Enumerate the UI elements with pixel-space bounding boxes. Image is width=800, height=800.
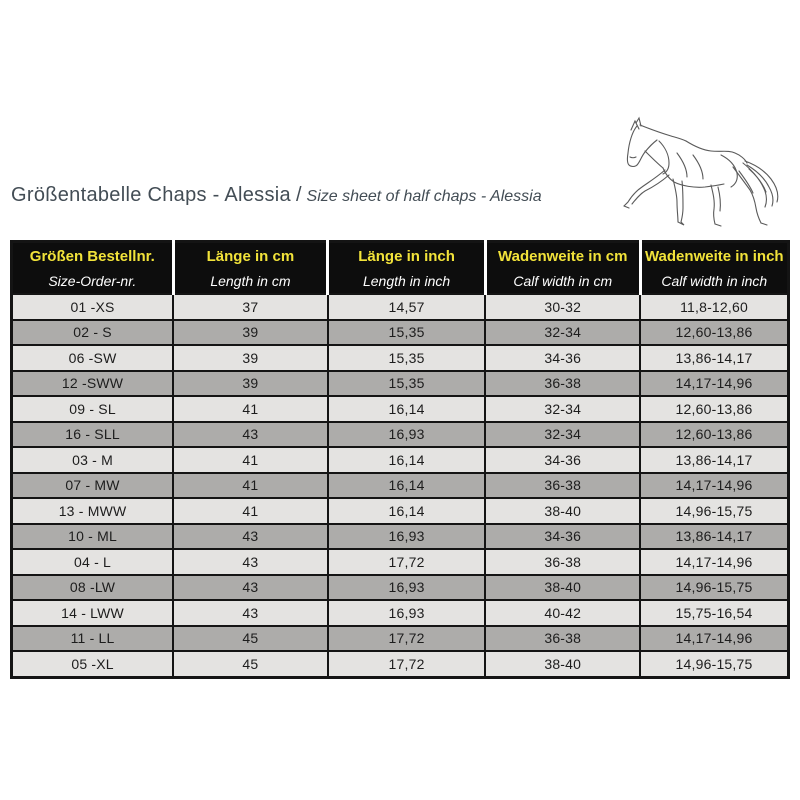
cell-calf-cm: 38-40 xyxy=(485,575,640,601)
cell-calf-inch: 12,60-13,86 xyxy=(640,396,788,422)
cell-calf-inch: 12,60-13,86 xyxy=(640,422,788,448)
title-german: Größentabelle Chaps - Alessia xyxy=(11,184,291,206)
cell-length-inch: 16,14 xyxy=(328,447,486,473)
cell-size-order: 08 -LW xyxy=(12,575,174,601)
cell-calf-cm: 32-34 xyxy=(485,422,640,448)
page-title xyxy=(11,184,542,207)
cell-length-cm: 41 xyxy=(173,498,328,524)
cell-length-inch: 16,93 xyxy=(328,575,486,601)
cell-length-inch: 14,57 xyxy=(328,294,486,320)
cell-size-order: 01 -XS xyxy=(12,294,174,320)
cell-calf-inch: 13,86-14,17 xyxy=(640,447,788,473)
cell-length-inch: 15,35 xyxy=(328,320,486,346)
cell-length-inch: 16,14 xyxy=(328,396,486,422)
cell-size-order: 12 -SWW xyxy=(12,371,174,397)
cell-length-cm: 39 xyxy=(173,320,328,346)
header-row-english xyxy=(12,269,789,294)
cell-calf-inch: 13,86-14,17 xyxy=(640,345,788,371)
table-row xyxy=(12,524,789,550)
cell-length-inch: 16,14 xyxy=(328,498,486,524)
cell-length-inch: 16,93 xyxy=(328,422,486,448)
table-row xyxy=(12,396,789,422)
cell-size-order: 02 - S xyxy=(12,320,174,346)
header-calf-cm-en: Calf width in cm xyxy=(485,269,640,294)
cell-calf-cm: 36-38 xyxy=(485,626,640,652)
header-size-order-de: Größen Bestellnr. xyxy=(29,247,155,265)
cell-length-cm: 41 xyxy=(173,447,328,473)
cell-length-cm: 43 xyxy=(173,575,328,601)
table-row xyxy=(12,447,789,473)
table-row xyxy=(12,320,789,346)
cell-calf-cm: 36-38 xyxy=(485,371,640,397)
table-row xyxy=(12,294,789,320)
table-row xyxy=(12,371,789,397)
table-row xyxy=(12,651,789,677)
cell-size-order: 16 - SLL xyxy=(12,422,174,448)
table-row xyxy=(12,345,789,371)
cell-calf-cm: 40-42 xyxy=(485,600,640,626)
cell-calf-inch: 14,17-14,96 xyxy=(640,473,788,499)
cell-size-order: 03 - M xyxy=(12,447,174,473)
table-row xyxy=(12,473,789,499)
cell-length-cm: 43 xyxy=(173,549,328,575)
title-separator: / xyxy=(295,184,302,206)
horse-illustration xyxy=(593,105,800,237)
header-size-order-en: Size-Order-nr. xyxy=(48,273,137,289)
cell-calf-inch: 14,96-15,75 xyxy=(640,651,788,677)
cell-length-cm: 39 xyxy=(173,345,328,371)
table-row xyxy=(12,422,789,448)
horse-line-art-icon xyxy=(593,105,800,237)
cell-calf-inch: 11,8-12,60 xyxy=(640,294,788,320)
cell-calf-cm: 34-36 xyxy=(485,524,640,550)
header-length-inch-en: Length in inch xyxy=(328,269,486,294)
header-row-german xyxy=(12,242,789,270)
cell-length-cm: 41 xyxy=(173,473,328,499)
table-row xyxy=(12,600,789,626)
cell-calf-inch: 14,96-15,75 xyxy=(640,575,788,601)
cell-length-cm: 39 xyxy=(173,371,328,397)
cell-calf-cm: 32-34 xyxy=(485,396,640,422)
cell-size-order: 13 - MWW xyxy=(12,498,174,524)
table-row xyxy=(12,498,789,524)
size-table xyxy=(10,240,790,679)
cell-length-inch: 15,35 xyxy=(328,345,486,371)
title-english: Size sheet of half chaps - Alessia xyxy=(306,188,542,205)
cell-calf-inch: 14,17-14,96 xyxy=(640,549,788,575)
cell-length-inch: 15,35 xyxy=(328,371,486,397)
cell-calf-cm: 34-36 xyxy=(485,447,640,473)
cell-size-order: 07 - MW xyxy=(12,473,174,499)
cell-length-cm: 45 xyxy=(173,651,328,677)
header-calf-cm-de: Wadenweite in cm xyxy=(485,242,640,270)
cell-calf-inch: 14,17-14,96 xyxy=(640,626,788,652)
cell-calf-inch: 14,96-15,75 xyxy=(640,498,788,524)
size-table-body xyxy=(12,294,789,677)
cell-size-order: 06 -SW xyxy=(12,345,174,371)
cell-size-order: 09 - SL xyxy=(12,396,174,422)
cell-length-inch: 16,93 xyxy=(328,524,486,550)
cell-size-order: 05 -XL xyxy=(12,651,174,677)
cell-length-inch: 17,72 xyxy=(328,626,486,652)
table-row xyxy=(12,575,789,601)
cell-size-order: 14 - LWW xyxy=(12,600,174,626)
cell-size-order: 11 - LL xyxy=(12,626,174,652)
cell-calf-cm: 36-38 xyxy=(485,549,640,575)
cell-length-cm: 43 xyxy=(173,422,328,448)
header-calf-inch-de: Wadenweite in inch xyxy=(640,242,788,270)
cell-length-cm: 43 xyxy=(173,600,328,626)
cell-length-inch: 16,14 xyxy=(328,473,486,499)
cell-length-cm: 43 xyxy=(173,524,328,550)
header-calf-inch-en: Calf width in inch xyxy=(640,269,788,294)
cell-calf-inch: 12,60-13,86 xyxy=(640,320,788,346)
cell-length-cm: 37 xyxy=(173,294,328,320)
cell-length-cm: 41 xyxy=(173,396,328,422)
size-table-head xyxy=(12,242,789,295)
table-row xyxy=(12,626,789,652)
header-length-cm-de: Länge in cm xyxy=(173,242,328,270)
cell-calf-inch: 14,17-14,96 xyxy=(640,371,788,397)
cell-calf-cm: 34-36 xyxy=(485,345,640,371)
cell-calf-inch: 15,75-16,54 xyxy=(640,600,788,626)
cell-length-inch: 17,72 xyxy=(328,549,486,575)
cell-length-inch: 16,93 xyxy=(328,600,486,626)
cell-calf-cm: 32-34 xyxy=(485,320,640,346)
header-length-cm-en: Length in cm xyxy=(173,269,328,294)
cell-size-order: 04 - L xyxy=(12,549,174,575)
table-row xyxy=(12,549,789,575)
cell-length-cm: 45 xyxy=(173,626,328,652)
header-length-inch-de: Länge in inch xyxy=(328,242,486,270)
cell-length-inch: 17,72 xyxy=(328,651,486,677)
cell-calf-inch: 13,86-14,17 xyxy=(640,524,788,550)
cell-size-order: 10 - ML xyxy=(12,524,174,550)
cell-calf-cm: 36-38 xyxy=(485,473,640,499)
cell-calf-cm: 38-40 xyxy=(485,651,640,677)
cell-calf-cm: 38-40 xyxy=(485,498,640,524)
cell-calf-cm: 30-32 xyxy=(485,294,640,320)
